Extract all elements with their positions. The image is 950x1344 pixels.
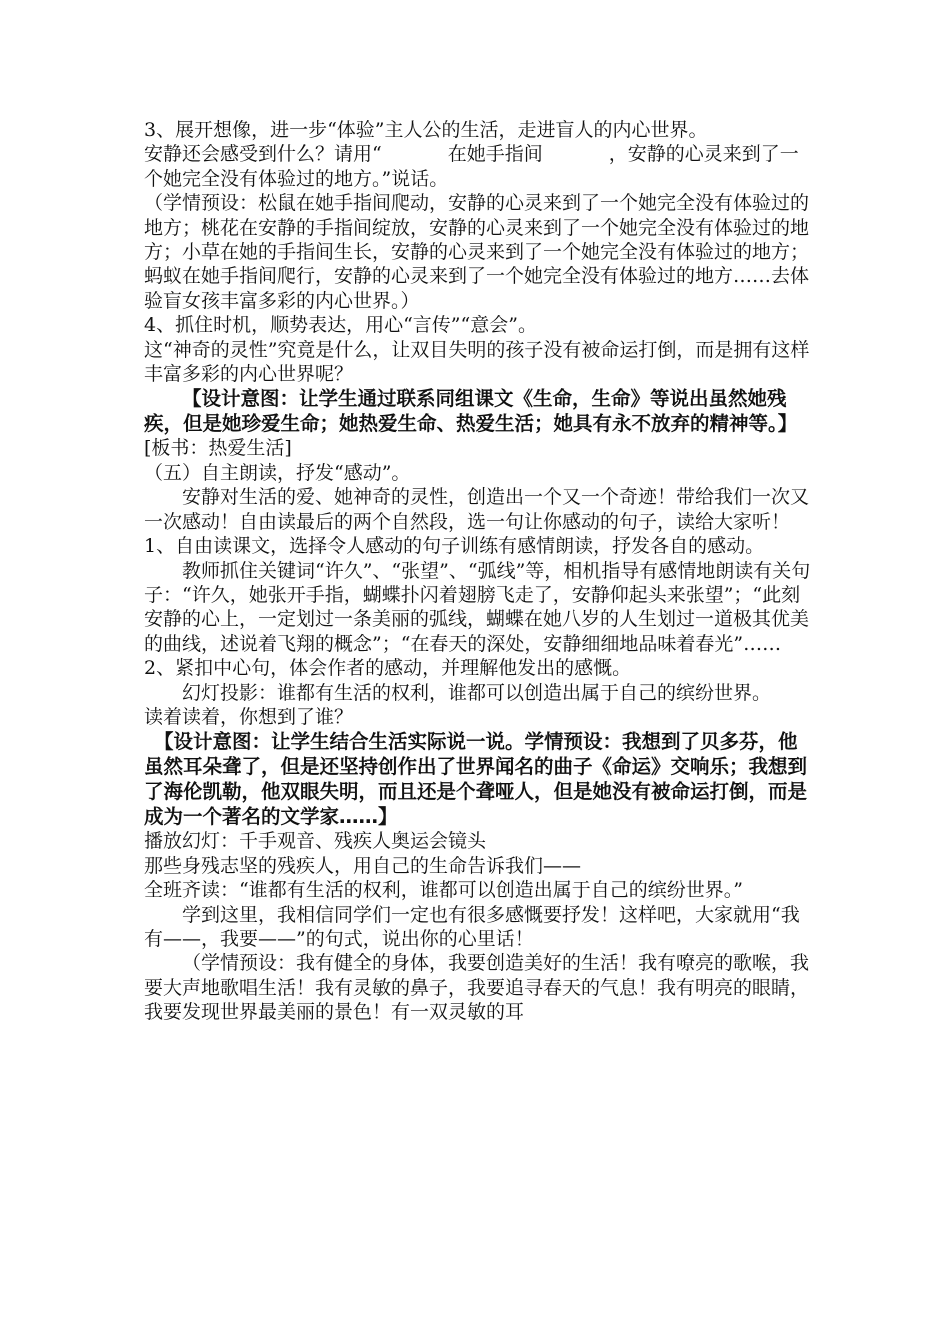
step-4-heading: 4、抓住时机，顺势表达，用心“言传”“意会”。: [144, 314, 537, 337]
step-1-reading: 1、自由读课文，选择令人感动的句子训练有感情朗读，抒发各自的感动。: [144, 535, 765, 558]
lesson-plan-text: [144, 118, 812, 1025]
fill-in-sentence-prompt: [144, 142, 812, 191]
teacher-guidance: 教师抓住关键词“许久”、“张望”、“弧线”等，相机指导有感情地朗读有关句子：“许久，她张开手指，蝴蝶扑闪着翅膀飞走了，安静仰起头来张望”；“此刻安静的心上，一定划过一条美丽的弧线，蝴蝶在她八岁的人生划过一道极其优美的曲线，述说着飞翔的概念”；“在春天的深处，安静细细地品味着春光”……: [144, 559, 811, 655]
sentence-pattern-task: 学到这里，我相信同学们一定也有很多感慨要抒发！这样吧，大家就用“我有——，我要——”的句式，说出你的心里话！: [144, 903, 800, 950]
section-5-heading: （五）自主朗读，抒发“感动”。: [144, 461, 411, 484]
blackboard-note: [板书：热爱生活]: [144, 437, 292, 460]
reading-intro: 安静对生活的爱、她神奇的灵性，创造出一个又一个奇迹！带给我们一次又一次感动！自由读最后的两个自然段，选一句让你感动的句子，读给大家听！: [144, 486, 810, 533]
preset-answers-1: （学情预设：松鼠在她手指间爬动，安静的心灵来到了一个她完全没有体验过的地方；桃花在安静的手指间绽放，安静的心灵来到了一个她完全没有体验过的地方；小草在她的手指间生长，安静的心灵来到了一个她完全没有体验过的地方；蚂蚁在她手指间爬行，安静的心灵来到了一个她完全没有体验过的地方……去体验盲女孩丰富多彩的内心世界。）: [144, 192, 810, 312]
prompt-part-2: 在她手指间: [447, 143, 543, 166]
slide-projection: 幻灯投影：谁都有生活的权利，谁都可以创造出属于自己的缤纷世界。: [182, 681, 772, 704]
disabled-people-line: 那些身残志坚的残疾人，用自己的生命告诉我们——: [144, 854, 582, 877]
question-paragraph: 这“神奇的灵性”究竟是什么，让双目失明的孩子没有被命运打倒，而是拥有这样丰富多彩的内心世界呢？: [144, 338, 810, 386]
step-2-central-sentence: 2、紧扣中心句，体会作者的感动，并理解他发出的感慨。: [144, 657, 632, 680]
prompt-part-1: 安静还会感受到什么？请用“: [144, 143, 382, 166]
design-intent-2: 【设计意图：让学生结合生活实际说一说。学情预设：我想到了贝多芬，他虽然耳朵聋了，但是还坚持创作出了世界闻名的曲子《命运》交响乐；我想到了海伦凯勒，他双眼失明，而且还是个聋哑人，但是她没有被命运打倒，而是成为一个著名的文学家……】: [144, 730, 808, 829]
design-intent-1: 【设计意图：让学生通过联系同组课文《生命，生命》等说出虽然她残疾，但是她珍爱生命；她热爱生命、热爱生活；她具有永不放弃的精神等。】: [144, 387, 798, 436]
reflection-question: 读着读着，你想到了谁？: [144, 705, 354, 728]
class-reading: 全班齐读：“谁都有生活的权利，谁都可以创造出属于自己的缤纷世界。”: [144, 879, 743, 902]
step-3-heading: 3、展开想像，进一步“体验”主人公的生活，走进盲人的内心世界。: [144, 119, 708, 141]
slide-playback: 播放幻灯：千手观音、残疾人奥运会镜头: [144, 830, 487, 853]
preset-answers-2: （学情预设：我有健全的身体，我要创造美好的生活！我有嘹亮的歌喉，我要大声地歌唱生活！我有灵敏的鼻子，我要追寻春天的气息！我有明亮的眼睛，我要发现世界最美丽的景色！有一双灵敏的耳: [144, 952, 810, 1024]
prompt-part-3: ，安静的心灵来到了一个她完全没有体验过的地方。”说话。: [144, 143, 799, 190]
